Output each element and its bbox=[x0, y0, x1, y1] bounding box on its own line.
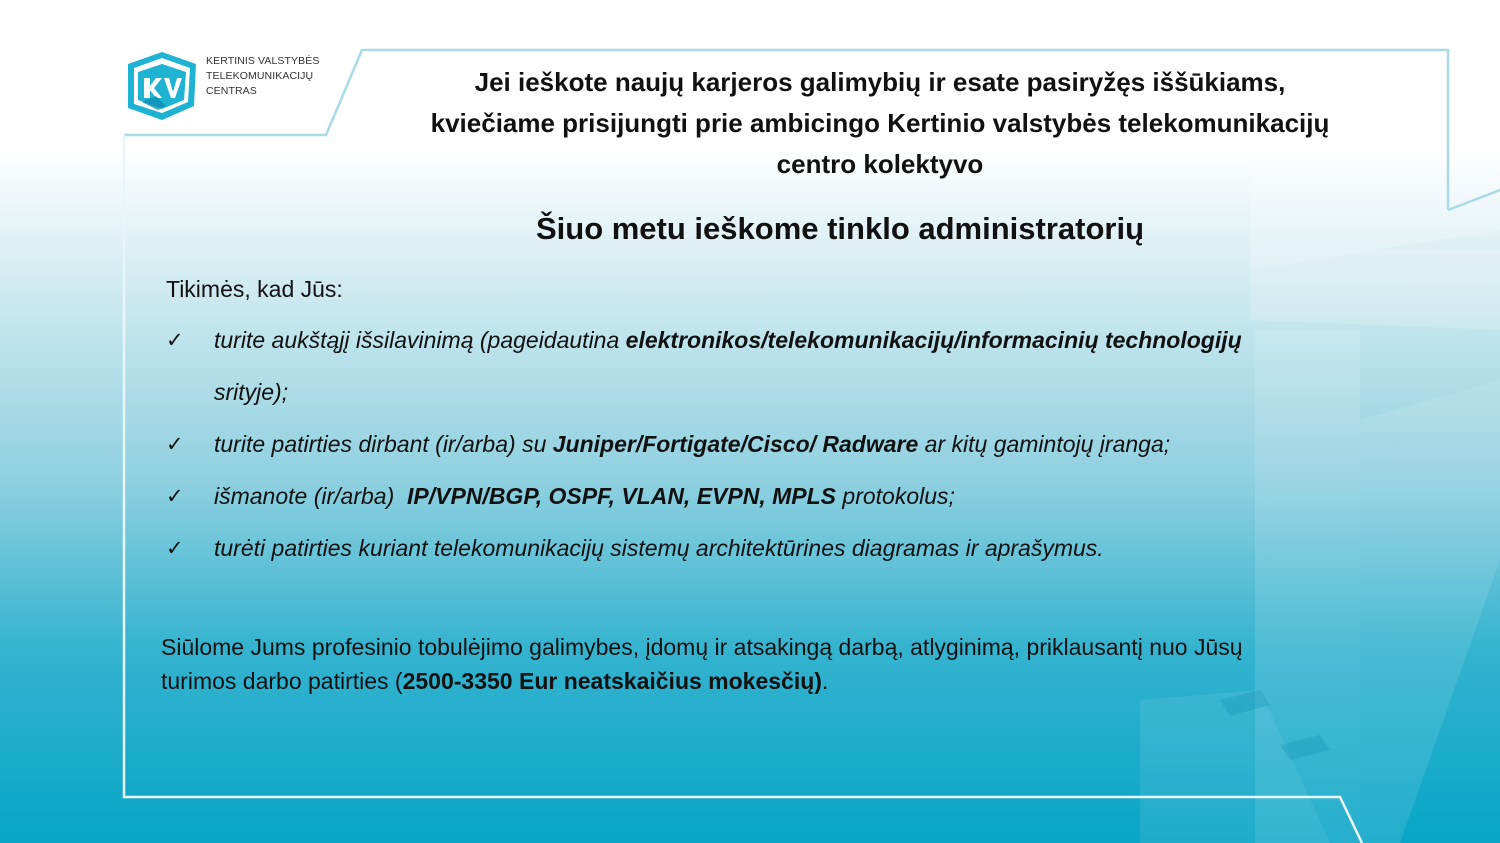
headline-line-1: Jei ieškote naujų karjeros galimybių ir esate pasiryžęs iššūkiams, bbox=[474, 67, 1286, 97]
checkmark-icon: ✓ bbox=[166, 484, 184, 508]
checkmark-icon: ✓ bbox=[166, 536, 184, 560]
requirement-emphasis: IP/VPN/BGP, OSPF, VLAN, EVPN, MPLS bbox=[407, 483, 837, 509]
headline-line-2: kviečiame prisijungti prie ambicingo Kertinio valstybės telekomunikacijų bbox=[430, 108, 1330, 138]
headline-line-3: centro kolektyvo bbox=[776, 149, 984, 179]
requirement-text: turėti patirties kuriant telekomunikacijų sistemų architektūrines diagramas ir aprašymus. bbox=[214, 535, 1104, 561]
requirements-intro: Tikimės, kad Jūs: bbox=[166, 276, 343, 302]
requirement-continuation: srityje); bbox=[214, 379, 289, 405]
requirement-text: išmanote (ir/arba) bbox=[214, 483, 408, 509]
requirements-list bbox=[166, 314, 1426, 574]
requirement-text: turite aukštąjį išsilavinimą (pageidautina bbox=[214, 327, 626, 353]
kvtc-logo bbox=[122, 50, 352, 122]
requirement-text-post: ar kitų gamintojų įranga; bbox=[918, 431, 1171, 457]
kvtc-logo-icon bbox=[122, 50, 200, 122]
requirement-item bbox=[166, 314, 1426, 418]
requirement-emphasis: Juniper/Fortigate/Cisco/ Radware bbox=[552, 431, 919, 457]
logo-line-2: TELEKOMUNIKACIJŲ bbox=[206, 70, 314, 82]
requirement-text: turite patirties dirbant (ir/arba) su bbox=[214, 431, 553, 457]
requirement-item bbox=[166, 418, 1426, 470]
requirement-text-post: protokolus; bbox=[836, 483, 955, 509]
offer-line-2-end: . bbox=[821, 668, 829, 694]
position-title: Šiuo metu ieškome tinklo administratorių bbox=[535, 211, 1145, 246]
logo-line-1: KERTINIS VALSTYBĖS bbox=[206, 55, 320, 67]
requirement-item bbox=[166, 470, 1426, 522]
checkmark-icon: ✓ bbox=[166, 432, 184, 456]
offer-line-2 bbox=[161, 664, 1441, 698]
offer-paragraph bbox=[161, 630, 1441, 698]
offer-line-1: Siūlome Jums profesinio tobulėjimo galimybes, įdomų ir atsakingą darbą, atlyginimą, priklausantį nuo Jūsų bbox=[161, 634, 1243, 660]
headline bbox=[330, 62, 1430, 185]
checkmark-icon: ✓ bbox=[166, 328, 184, 352]
requirement-emphasis: elektronikos/telekomunikacijų/informacinių technologijų bbox=[625, 327, 1242, 353]
requirement-item bbox=[166, 522, 1426, 574]
offer-line-2-text: turimos darbo patirties ( bbox=[161, 668, 403, 694]
salary-range: 2500-3350 Eur neatskaičius mokesčių) bbox=[402, 668, 822, 694]
logo-line-3: CENTRAS bbox=[206, 85, 257, 97]
logo-wordmark bbox=[206, 54, 319, 99]
